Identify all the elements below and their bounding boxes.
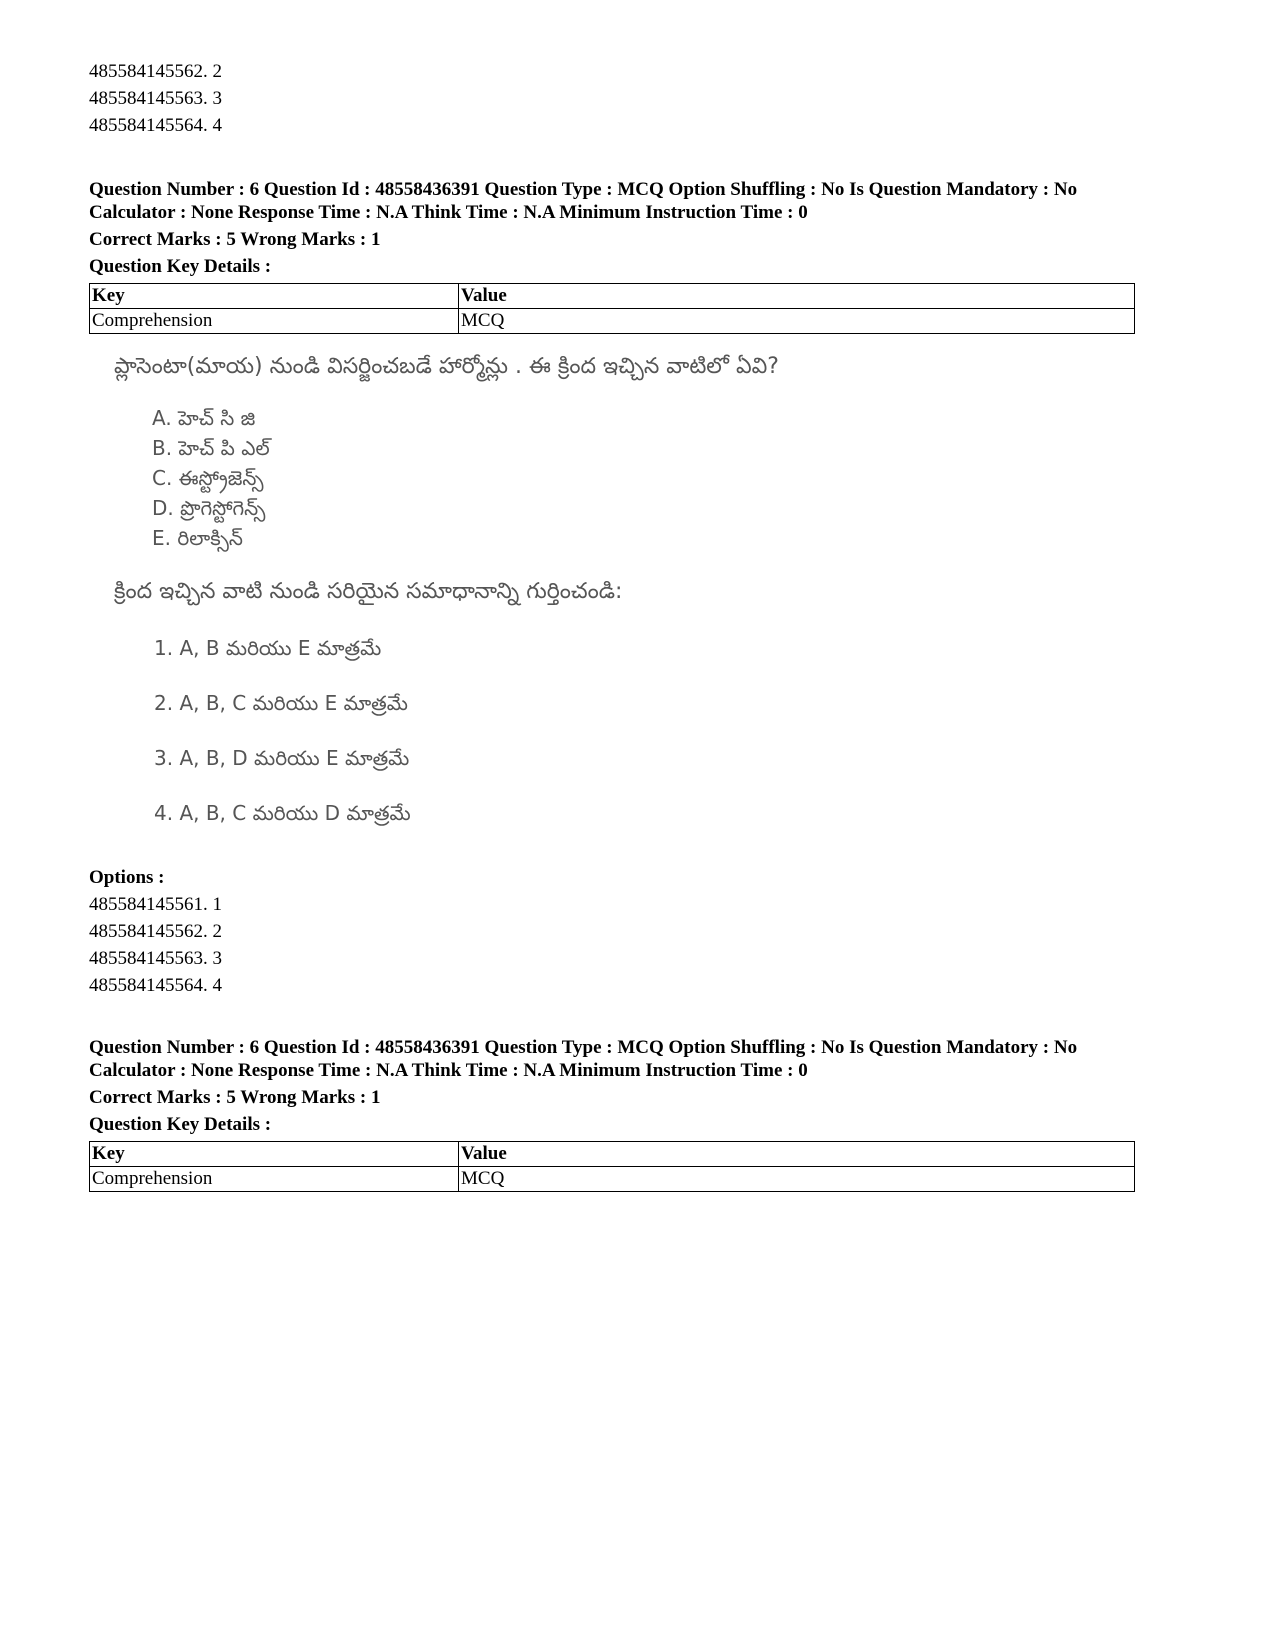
statement-b: B. హెచ్ పి ఎల్ (152, 436, 270, 460)
question-instruction: క్రింద ఇచ్చిన వాటి నుండి సరియైన సమాధానాన్ని గుర్తించండి: (114, 579, 623, 604)
table-cell-key: Comprehension (90, 1167, 459, 1192)
option-line: 485584145561. 1 (89, 894, 222, 915)
question-key-table (89, 283, 1135, 334)
top-options-list (89, 58, 1135, 139)
option-line: 485584145562. 2 (89, 61, 222, 82)
option-line: 485584145562. 2 (89, 921, 222, 942)
answer-choice-1: 1. A, B మరియు E మాత్రమే (154, 636, 382, 660)
option-line: 485584145563. 3 (89, 88, 222, 109)
option-line: 485584145564. 4 (89, 115, 222, 136)
key-details-label: Question Key Details : (89, 1114, 272, 1135)
answer-choice-3: 3. A, B, D మరియు E మాత్రమే (154, 746, 410, 770)
statement-c: C. ఈస్ట్రోజెన్స్ (152, 466, 264, 490)
statement-e: E. రిలాక్సిన్ (152, 526, 243, 550)
question-meta-line-2: Calculator : None Response Time : N.A Think Time : N.A Minimum Instruction Time : 0 (89, 1060, 808, 1081)
question-2-header (89, 1036, 1135, 1192)
table-header-key: Key (90, 1142, 459, 1167)
question-1-header (89, 178, 1135, 334)
document-page (89, 58, 1135, 1192)
answer-choice-2: 2. A, B, C మరియు E మాత్రమే (154, 691, 408, 715)
statement-a: A. హెచ్ సి జి (152, 406, 256, 430)
table-header-value: Value (459, 1142, 1135, 1167)
table-header-row (90, 1142, 1135, 1167)
question-meta-line-2: Calculator : None Response Time : N.A Think Time : N.A Minimum Instruction Time : 0 (89, 202, 808, 223)
options-block (89, 864, 1135, 999)
question-key-table (89, 1141, 1135, 1192)
table-header-value: Value (459, 284, 1135, 309)
marks-line: Correct Marks : 5 Wrong Marks : 1 (89, 1087, 381, 1108)
option-line: 485584145564. 4 (89, 975, 222, 996)
question-meta-line-1: Question Number : 6 Question Id : 48558436391 Question Type : MCQ Option Shuffling : No Is Question Mandatory : No (89, 1037, 1078, 1058)
statement-d: D. ప్రొగెస్టోగెన్స్ (152, 496, 266, 520)
table-cell-value: MCQ (459, 1167, 1135, 1192)
options-label: Options : (89, 867, 165, 888)
table-row (90, 309, 1135, 334)
question-image (104, 344, 779, 864)
table-row (90, 1167, 1135, 1192)
question-stem: ప్లాసెంటా(మాయ) నుండి విసర్జించబడే హార్మోన్లు . ఈ క్రింద ఇచ్చిన వాటిలో ఏవి? (114, 354, 779, 379)
key-details-label: Question Key Details : (89, 256, 272, 277)
table-cell-value: MCQ (459, 309, 1135, 334)
question-meta-line-1: Question Number : 6 Question Id : 48558436391 Question Type : MCQ Option Shuffling : No Is Question Mandatory : No (89, 179, 1078, 200)
answer-choice-4: 4. A, B, C మరియు D మాత్రమే (154, 801, 411, 825)
option-line: 485584145563. 3 (89, 948, 222, 969)
table-header-row (90, 284, 1135, 309)
table-header-key: Key (90, 284, 459, 309)
marks-line: Correct Marks : 5 Wrong Marks : 1 (89, 229, 381, 250)
table-cell-key: Comprehension (90, 309, 459, 334)
